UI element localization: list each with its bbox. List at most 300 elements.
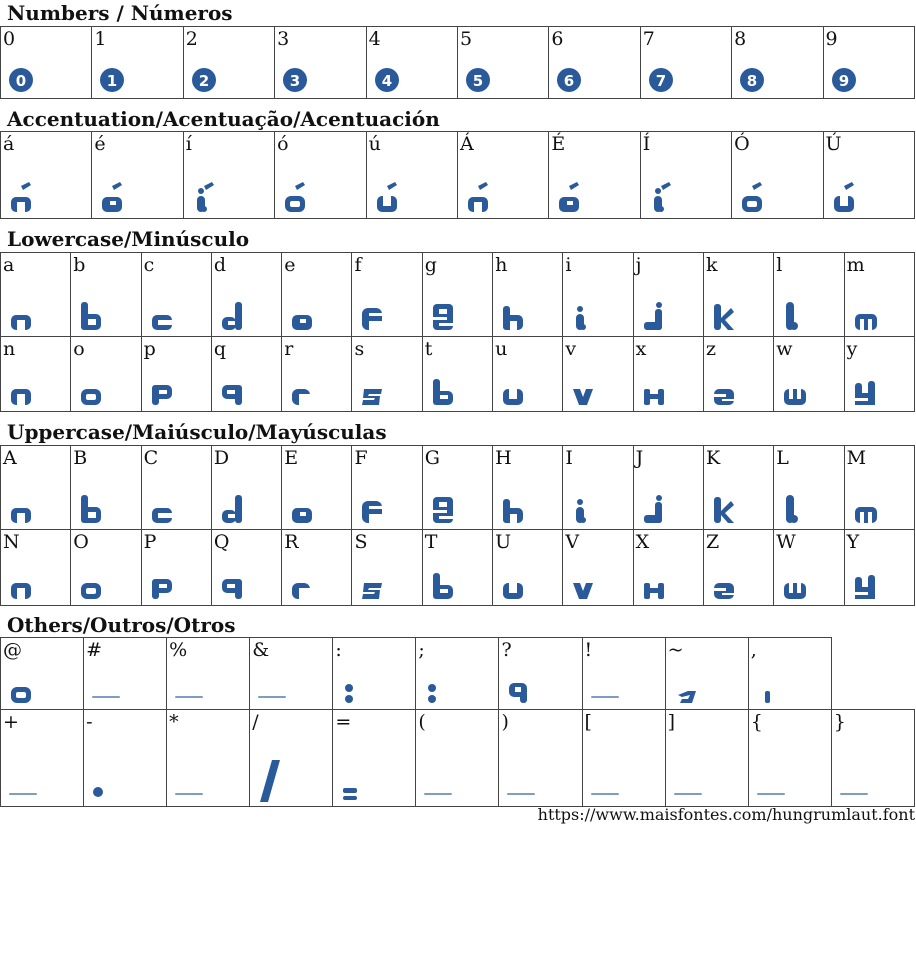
glyph-row bbox=[1, 132, 915, 219]
glyph-cell bbox=[844, 530, 914, 606]
char-label: % bbox=[169, 639, 188, 661]
char-label: c bbox=[143, 254, 155, 276]
glyph-row bbox=[1, 638, 915, 710]
glyph-sample-icon bbox=[375, 62, 399, 92]
glyph-cell bbox=[493, 337, 563, 412]
glyph-cell bbox=[333, 638, 416, 710]
char-label: ~ bbox=[667, 639, 684, 661]
char-label: 7 bbox=[642, 28, 655, 50]
glyph-cell bbox=[422, 253, 492, 337]
glyph-cell bbox=[71, 337, 141, 412]
glyph-sample-icon bbox=[649, 182, 673, 212]
glyph-sample-icon bbox=[283, 182, 307, 212]
char-label: A bbox=[3, 447, 17, 469]
glyph-sample-icon bbox=[571, 569, 595, 599]
glyph-sample-icon bbox=[501, 569, 525, 599]
glyph-cell bbox=[282, 530, 352, 606]
numbers-grid bbox=[0, 26, 915, 99]
glyph-cell bbox=[732, 132, 823, 219]
char-label: & bbox=[252, 639, 270, 661]
char-label: E bbox=[284, 447, 299, 469]
glyph-sample-icon bbox=[100, 62, 124, 92]
glyph-sample-icon bbox=[79, 300, 103, 330]
char-label: ] bbox=[667, 711, 676, 733]
glyph-cell bbox=[275, 27, 366, 99]
glyph-cell bbox=[563, 530, 633, 606]
glyph-sample-icon bbox=[431, 375, 455, 405]
glyph-sample-icon bbox=[557, 62, 581, 92]
char-label: n bbox=[3, 338, 16, 360]
glyph-cell bbox=[352, 253, 422, 337]
glyph-cell bbox=[499, 638, 582, 710]
glyph-sample-icon bbox=[92, 770, 116, 800]
glyph-cell bbox=[352, 446, 422, 530]
char-label: y bbox=[846, 338, 858, 360]
glyph-sample-icon bbox=[466, 62, 490, 92]
section-heading-others: Others/Outros/Otros bbox=[7, 613, 236, 637]
glyph-sample-icon bbox=[375, 182, 399, 212]
char-label: U bbox=[495, 531, 512, 553]
glyph-sample-icon bbox=[341, 770, 365, 800]
glyph-sample-icon bbox=[360, 493, 384, 523]
glyph-sample-icon bbox=[341, 673, 365, 703]
char-label: d bbox=[213, 254, 227, 276]
glyph-sample-icon bbox=[571, 300, 595, 330]
char-label: H bbox=[495, 447, 512, 469]
glyph-cell bbox=[640, 132, 731, 219]
glyph-sample-icon bbox=[853, 300, 877, 330]
glyph-cell bbox=[92, 27, 183, 99]
glyph-cell bbox=[333, 710, 416, 807]
glyph-sample-icon bbox=[220, 300, 244, 330]
char-label: r bbox=[284, 338, 294, 360]
glyph-sample-icon bbox=[642, 569, 666, 599]
char-label: , bbox=[750, 639, 757, 661]
char-label: 4 bbox=[368, 28, 381, 50]
char-label: e bbox=[284, 254, 296, 276]
glyph-sample-icon bbox=[466, 182, 490, 212]
glyph-sample-icon bbox=[642, 375, 666, 405]
char-label: P bbox=[143, 531, 157, 553]
char-label: Í bbox=[642, 133, 651, 155]
char-label: é bbox=[94, 133, 106, 155]
char-label: x bbox=[635, 338, 647, 360]
glyph-sample-icon bbox=[220, 375, 244, 405]
char-label: f bbox=[354, 254, 362, 276]
char-label: X bbox=[635, 531, 650, 553]
char-label: g bbox=[424, 254, 437, 276]
glyph-cell bbox=[665, 710, 748, 807]
char-label: # bbox=[86, 639, 102, 661]
glyph-sample-icon bbox=[258, 673, 282, 703]
glyph-cell bbox=[211, 530, 281, 606]
glyph-sample-icon bbox=[853, 569, 877, 599]
char-label: ) bbox=[501, 711, 509, 733]
glyph-cell bbox=[282, 253, 352, 337]
char-label: ? bbox=[501, 639, 512, 661]
char-label: h bbox=[495, 254, 508, 276]
glyph-sample-icon bbox=[283, 62, 307, 92]
char-label: L bbox=[776, 447, 789, 469]
glyph-cell bbox=[457, 132, 548, 219]
char-label: + bbox=[3, 711, 19, 733]
glyph-cell bbox=[141, 337, 211, 412]
glyph-sample-icon bbox=[832, 182, 856, 212]
glyph-cell bbox=[703, 446, 773, 530]
glyph-cell bbox=[665, 638, 748, 710]
glyph-cell bbox=[633, 253, 703, 337]
char-label: i bbox=[565, 254, 572, 276]
lowercase-grid bbox=[0, 252, 915, 412]
glyph-cell bbox=[774, 337, 844, 412]
glyph-cell bbox=[633, 530, 703, 606]
source-url[interactable]: https://www.maisfontes.com/hungrumlaut.font bbox=[537, 805, 915, 824]
glyph-sample-icon bbox=[9, 375, 33, 405]
glyph-cell bbox=[84, 638, 167, 710]
char-label: F bbox=[354, 447, 368, 469]
glyph-sample-icon bbox=[9, 300, 33, 330]
glyph-sample-icon bbox=[571, 493, 595, 523]
section-heading-numbers: Numbers / Números bbox=[7, 1, 233, 25]
char-label: z bbox=[705, 338, 716, 360]
svg-text:4: 4 bbox=[381, 72, 392, 90]
svg-text:3: 3 bbox=[289, 72, 301, 90]
char-label: : bbox=[335, 639, 342, 661]
char-label: w bbox=[776, 338, 793, 360]
char-label: ú bbox=[368, 133, 381, 155]
glyph-sample-icon bbox=[507, 673, 531, 703]
glyph-cell bbox=[633, 337, 703, 412]
glyph-cell bbox=[352, 530, 422, 606]
glyph-cell bbox=[84, 710, 167, 807]
glyph-cell bbox=[366, 132, 457, 219]
char-label: } bbox=[833, 711, 846, 733]
char-label: u bbox=[495, 338, 508, 360]
glyph-cell bbox=[563, 253, 633, 337]
glyph-cell bbox=[422, 530, 492, 606]
glyph-cell bbox=[141, 446, 211, 530]
glyph-cell bbox=[71, 446, 141, 530]
char-label: á bbox=[3, 133, 15, 155]
glyph-sample-icon bbox=[150, 493, 174, 523]
glyph-cell bbox=[563, 446, 633, 530]
glyph-row bbox=[1, 710, 915, 807]
char-label: m bbox=[846, 254, 865, 276]
svg-text:9: 9 bbox=[838, 72, 849, 90]
char-label: ó bbox=[277, 133, 289, 155]
glyph-cell bbox=[563, 337, 633, 412]
glyph-cell bbox=[831, 710, 914, 807]
char-label: a bbox=[3, 254, 15, 276]
char-label: J bbox=[635, 447, 644, 469]
char-label: l bbox=[776, 254, 783, 276]
glyph-sample-icon bbox=[757, 673, 781, 703]
glyph-sample-icon bbox=[150, 375, 174, 405]
char-label: 6 bbox=[551, 28, 564, 50]
glyph-sample-icon bbox=[853, 375, 877, 405]
char-label: Ó bbox=[734, 133, 750, 155]
glyph-cell bbox=[844, 253, 914, 337]
char-label: D bbox=[213, 447, 230, 469]
char-label: I bbox=[565, 447, 573, 469]
svg-text:7: 7 bbox=[655, 72, 666, 90]
glyph-cell bbox=[141, 253, 211, 337]
others-grid bbox=[0, 637, 915, 807]
section-heading-lowercase: Lowercase/Minúsculo bbox=[7, 227, 250, 251]
glyph-sample-icon bbox=[557, 182, 581, 212]
char-label: b bbox=[73, 254, 86, 276]
glyph-sample-icon bbox=[290, 569, 314, 599]
section-heading-uppercase: Uppercase/Maiúsculo/Mayúsculas bbox=[7, 420, 387, 444]
char-label: Á bbox=[459, 133, 474, 155]
glyph-sample-icon bbox=[431, 569, 455, 599]
glyph-sample-icon bbox=[501, 375, 525, 405]
glyph-cell bbox=[167, 710, 250, 807]
glyph-sample-icon bbox=[740, 62, 764, 92]
char-label: Y bbox=[846, 531, 860, 553]
char-label: O bbox=[73, 531, 89, 553]
glyph-cell bbox=[183, 132, 274, 219]
glyph-cell bbox=[499, 710, 582, 807]
glyph-sample-icon bbox=[674, 770, 698, 800]
glyph-sample-icon bbox=[9, 493, 33, 523]
glyph-sample-icon bbox=[712, 300, 736, 330]
char-label: 8 bbox=[734, 28, 747, 50]
glyph-sample-icon bbox=[712, 493, 736, 523]
glyph-sample-icon bbox=[424, 770, 448, 800]
glyph-sample-icon bbox=[79, 493, 103, 523]
glyph-sample-icon bbox=[642, 493, 666, 523]
glyph-sample-icon bbox=[290, 300, 314, 330]
char-label: ; bbox=[418, 639, 425, 661]
glyph-sample-icon bbox=[501, 300, 525, 330]
char-label: í bbox=[185, 133, 192, 155]
char-label: S bbox=[354, 531, 368, 553]
glyph-cell bbox=[774, 530, 844, 606]
char-label: K bbox=[705, 447, 721, 469]
char-label: * bbox=[169, 711, 179, 733]
glyph-sample-icon bbox=[9, 62, 33, 92]
glyph-cell bbox=[549, 132, 640, 219]
glyph-sample-icon bbox=[9, 770, 33, 800]
char-label: T bbox=[424, 531, 438, 553]
glyph-sample-icon bbox=[642, 300, 666, 330]
glyph-sample-icon bbox=[9, 673, 33, 703]
glyph-sample-icon bbox=[220, 569, 244, 599]
glyph-sample-icon bbox=[832, 62, 856, 92]
glyph-sample-icon bbox=[782, 300, 806, 330]
glyph-sample-icon bbox=[649, 62, 673, 92]
char-label: É bbox=[551, 133, 566, 155]
glyph-cell bbox=[493, 253, 563, 337]
svg-text:5: 5 bbox=[472, 72, 484, 90]
glyph-cell bbox=[703, 530, 773, 606]
char-label: M bbox=[846, 447, 867, 469]
char-label: Ú bbox=[825, 133, 842, 155]
glyph-sample-icon bbox=[782, 569, 806, 599]
glyph-sample-icon bbox=[501, 493, 525, 523]
glyph-cell bbox=[774, 446, 844, 530]
glyph-cell bbox=[493, 446, 563, 530]
char-label: W bbox=[776, 531, 796, 553]
char-label: - bbox=[86, 711, 93, 733]
char-label: V bbox=[565, 531, 580, 553]
glyph-cell bbox=[250, 710, 333, 807]
glyph-cell bbox=[352, 337, 422, 412]
glyph-sample-icon bbox=[360, 300, 384, 330]
char-label: 2 bbox=[185, 28, 198, 50]
glyph-cell bbox=[275, 132, 366, 219]
glyph-cell bbox=[582, 710, 665, 807]
glyph-cell bbox=[633, 446, 703, 530]
char-label: 9 bbox=[825, 28, 838, 50]
char-label: G bbox=[424, 447, 440, 469]
glyph-cell bbox=[774, 253, 844, 337]
svg-text:0: 0 bbox=[15, 72, 27, 90]
glyph-cell bbox=[1, 132, 92, 219]
char-label: B bbox=[73, 447, 88, 469]
glyph-row bbox=[1, 27, 915, 99]
glyph-cell bbox=[457, 27, 548, 99]
glyph-cell bbox=[1, 27, 92, 99]
glyph-row bbox=[1, 530, 915, 606]
glyph-cell bbox=[1, 710, 84, 807]
glyph-cell bbox=[183, 27, 274, 99]
glyph-sample-icon bbox=[192, 182, 216, 212]
glyph-sample-icon bbox=[100, 182, 124, 212]
glyph-cell bbox=[748, 638, 831, 710]
glyph-sample-icon bbox=[258, 770, 282, 800]
char-label: ( bbox=[418, 711, 426, 733]
glyph-sample-icon bbox=[150, 569, 174, 599]
glyph-sample-icon bbox=[782, 493, 806, 523]
char-label: q bbox=[213, 338, 227, 360]
char-label: s bbox=[354, 338, 365, 360]
char-label: Q bbox=[213, 531, 230, 553]
glyph-cell bbox=[582, 638, 665, 710]
svg-text:1: 1 bbox=[107, 72, 118, 90]
char-label: k bbox=[705, 254, 718, 276]
char-label: = bbox=[335, 711, 352, 733]
glyph-sample-icon bbox=[853, 493, 877, 523]
char-label: C bbox=[143, 447, 159, 469]
char-label: o bbox=[73, 338, 85, 360]
glyph-sample-icon bbox=[360, 569, 384, 599]
char-label: v bbox=[565, 338, 577, 360]
svg-text:6: 6 bbox=[564, 72, 575, 90]
char-label: [ bbox=[584, 711, 592, 733]
glyph-sample-icon bbox=[740, 182, 764, 212]
svg-text:8: 8 bbox=[746, 72, 758, 90]
glyph-sample-icon bbox=[782, 375, 806, 405]
glyph-sample-icon bbox=[360, 375, 384, 405]
char-label: / bbox=[252, 711, 259, 733]
glyph-cell bbox=[250, 638, 333, 710]
section-heading-accentuation: Accentuation/Acentuação/Acentuación bbox=[7, 107, 440, 131]
char-label: ! bbox=[584, 639, 593, 661]
svg-text:2: 2 bbox=[198, 72, 209, 90]
glyph-sample-icon bbox=[79, 375, 103, 405]
glyph-sample-icon bbox=[290, 493, 314, 523]
glyph-cell bbox=[282, 337, 352, 412]
glyph-sample-icon bbox=[840, 770, 864, 800]
char-label: 5 bbox=[459, 28, 473, 50]
glyph-sample-icon bbox=[757, 770, 781, 800]
glyph-cell bbox=[1, 446, 71, 530]
glyph-cell bbox=[640, 27, 731, 99]
glyph-sample-icon bbox=[591, 770, 615, 800]
glyph-sample-icon bbox=[9, 569, 33, 599]
glyph-cell bbox=[703, 337, 773, 412]
glyph-cell bbox=[422, 337, 492, 412]
glyph-sample-icon bbox=[591, 673, 615, 703]
accentuation-grid bbox=[0, 131, 915, 219]
glyph-cell bbox=[282, 446, 352, 530]
glyph-sample-icon bbox=[431, 493, 455, 523]
uppercase-grid bbox=[0, 445, 915, 606]
glyph-cell bbox=[1, 530, 71, 606]
glyph-cell bbox=[211, 337, 281, 412]
glyph-cell bbox=[823, 132, 914, 219]
glyph-cell bbox=[1, 638, 84, 710]
char-label: p bbox=[143, 338, 156, 360]
char-label: 1 bbox=[94, 28, 107, 50]
glyph-cell bbox=[92, 132, 183, 219]
glyph-cell bbox=[366, 27, 457, 99]
glyph-sample-icon bbox=[674, 673, 698, 703]
glyph-cell bbox=[422, 446, 492, 530]
glyph-cell bbox=[748, 710, 831, 807]
glyph-sample-icon bbox=[712, 375, 736, 405]
glyph-cell bbox=[844, 446, 914, 530]
glyph-cell bbox=[71, 253, 141, 337]
glyph-cell bbox=[1, 253, 71, 337]
glyph-sample-icon bbox=[507, 770, 531, 800]
char-label: R bbox=[284, 531, 299, 553]
glyph-cell bbox=[167, 638, 250, 710]
glyph-row bbox=[1, 337, 915, 412]
glyph-cell bbox=[549, 27, 640, 99]
glyph-sample-icon bbox=[712, 569, 736, 599]
char-label: Z bbox=[705, 531, 720, 553]
glyph-sample-icon bbox=[220, 493, 244, 523]
glyph-cell bbox=[703, 253, 773, 337]
char-label: N bbox=[3, 531, 20, 553]
glyph-sample-icon bbox=[424, 673, 448, 703]
glyph-cell bbox=[823, 27, 914, 99]
glyph-cell bbox=[1, 337, 71, 412]
glyph-cell bbox=[141, 530, 211, 606]
glyph-cell bbox=[844, 337, 914, 412]
char-label: t bbox=[424, 338, 433, 360]
glyph-sample-icon bbox=[571, 375, 595, 405]
glyph-sample-icon bbox=[92, 673, 116, 703]
glyph-sample-icon bbox=[79, 569, 103, 599]
glyph-sample-icon bbox=[290, 375, 314, 405]
glyph-sample-icon bbox=[175, 673, 199, 703]
glyph-sample-icon bbox=[192, 62, 216, 92]
glyph-cell bbox=[416, 638, 499, 710]
glyph-cell bbox=[211, 446, 281, 530]
glyph-cell bbox=[211, 253, 281, 337]
char-label: j bbox=[635, 254, 642, 276]
glyph-cell bbox=[732, 27, 823, 99]
glyph-sample-icon bbox=[175, 770, 199, 800]
char-label: @ bbox=[3, 639, 22, 661]
glyph-cell bbox=[71, 530, 141, 606]
glyph-cell bbox=[493, 530, 563, 606]
char-label: 3 bbox=[277, 28, 290, 50]
